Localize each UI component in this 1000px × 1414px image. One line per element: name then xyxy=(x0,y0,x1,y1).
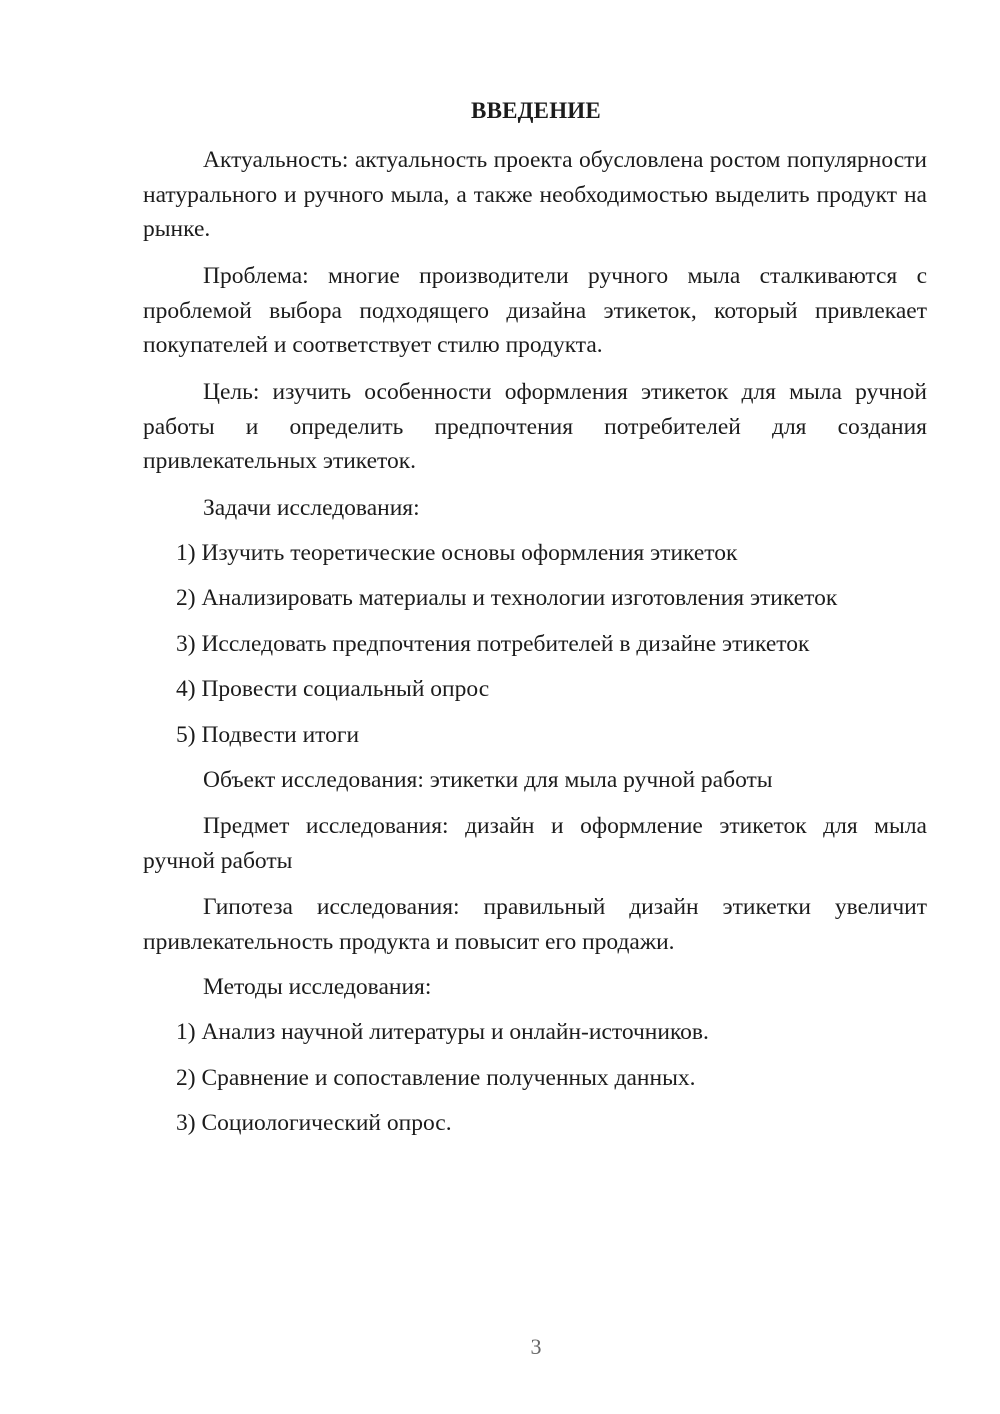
relevance-paragraph: Актуальность: актуальность проекта обусловлена ростом популярности натурального и ручного мыла, а также необходимостью выделить продукт на рынке. xyxy=(143,147,927,242)
task-item: 1) Изучить теоретические основы оформления этикеток xyxy=(176,540,738,566)
method-item: 2) Сравнение и сопоставление полученных данных. xyxy=(176,1065,696,1091)
object-line: Объект исследования: этикетки для мыла ручной работы xyxy=(203,767,773,793)
task-item: 4) Провести социальный опрос xyxy=(176,676,490,702)
task-item: 3) Исследовать предпочтения потребителей в дизайне этикеток xyxy=(176,631,810,657)
hypothesis-paragraph: Гипотеза исследования: правильный дизайн этикетки увеличит привлекательность продукта и повысит его продажи. xyxy=(143,894,927,955)
goal-paragraph: Цель: изучить особенности оформления этикеток для мыла ручной работы и определить предпочтения потребителей для создания привлекательных этикеток. xyxy=(143,379,927,474)
section-title: ВВЕДЕНИЕ xyxy=(471,98,601,123)
problem-paragraph: Проблема: многие производители ручного мыла сталкиваются с проблемой выбора подходящего дизайна этикеток, который привлекает покупателей и соответствует стилю продукта. xyxy=(143,263,927,358)
page-number: 3 xyxy=(530,1334,542,1359)
task-item: 2) Анализировать материалы и технологии изготовления этикеток xyxy=(176,585,838,611)
subject-paragraph: Предмет исследования: дизайн и оформление этикеток для мыла ручной работы xyxy=(143,813,927,874)
method-item: 3) Социологический опрос. xyxy=(176,1110,452,1136)
task-item: 5) Подвести итоги xyxy=(176,722,360,748)
tasks-heading: Задачи исследования: xyxy=(203,495,420,521)
method-item: 1) Анализ научной литературы и онлайн-источников. xyxy=(176,1019,709,1045)
methods-heading: Методы исследования: xyxy=(203,974,432,1000)
